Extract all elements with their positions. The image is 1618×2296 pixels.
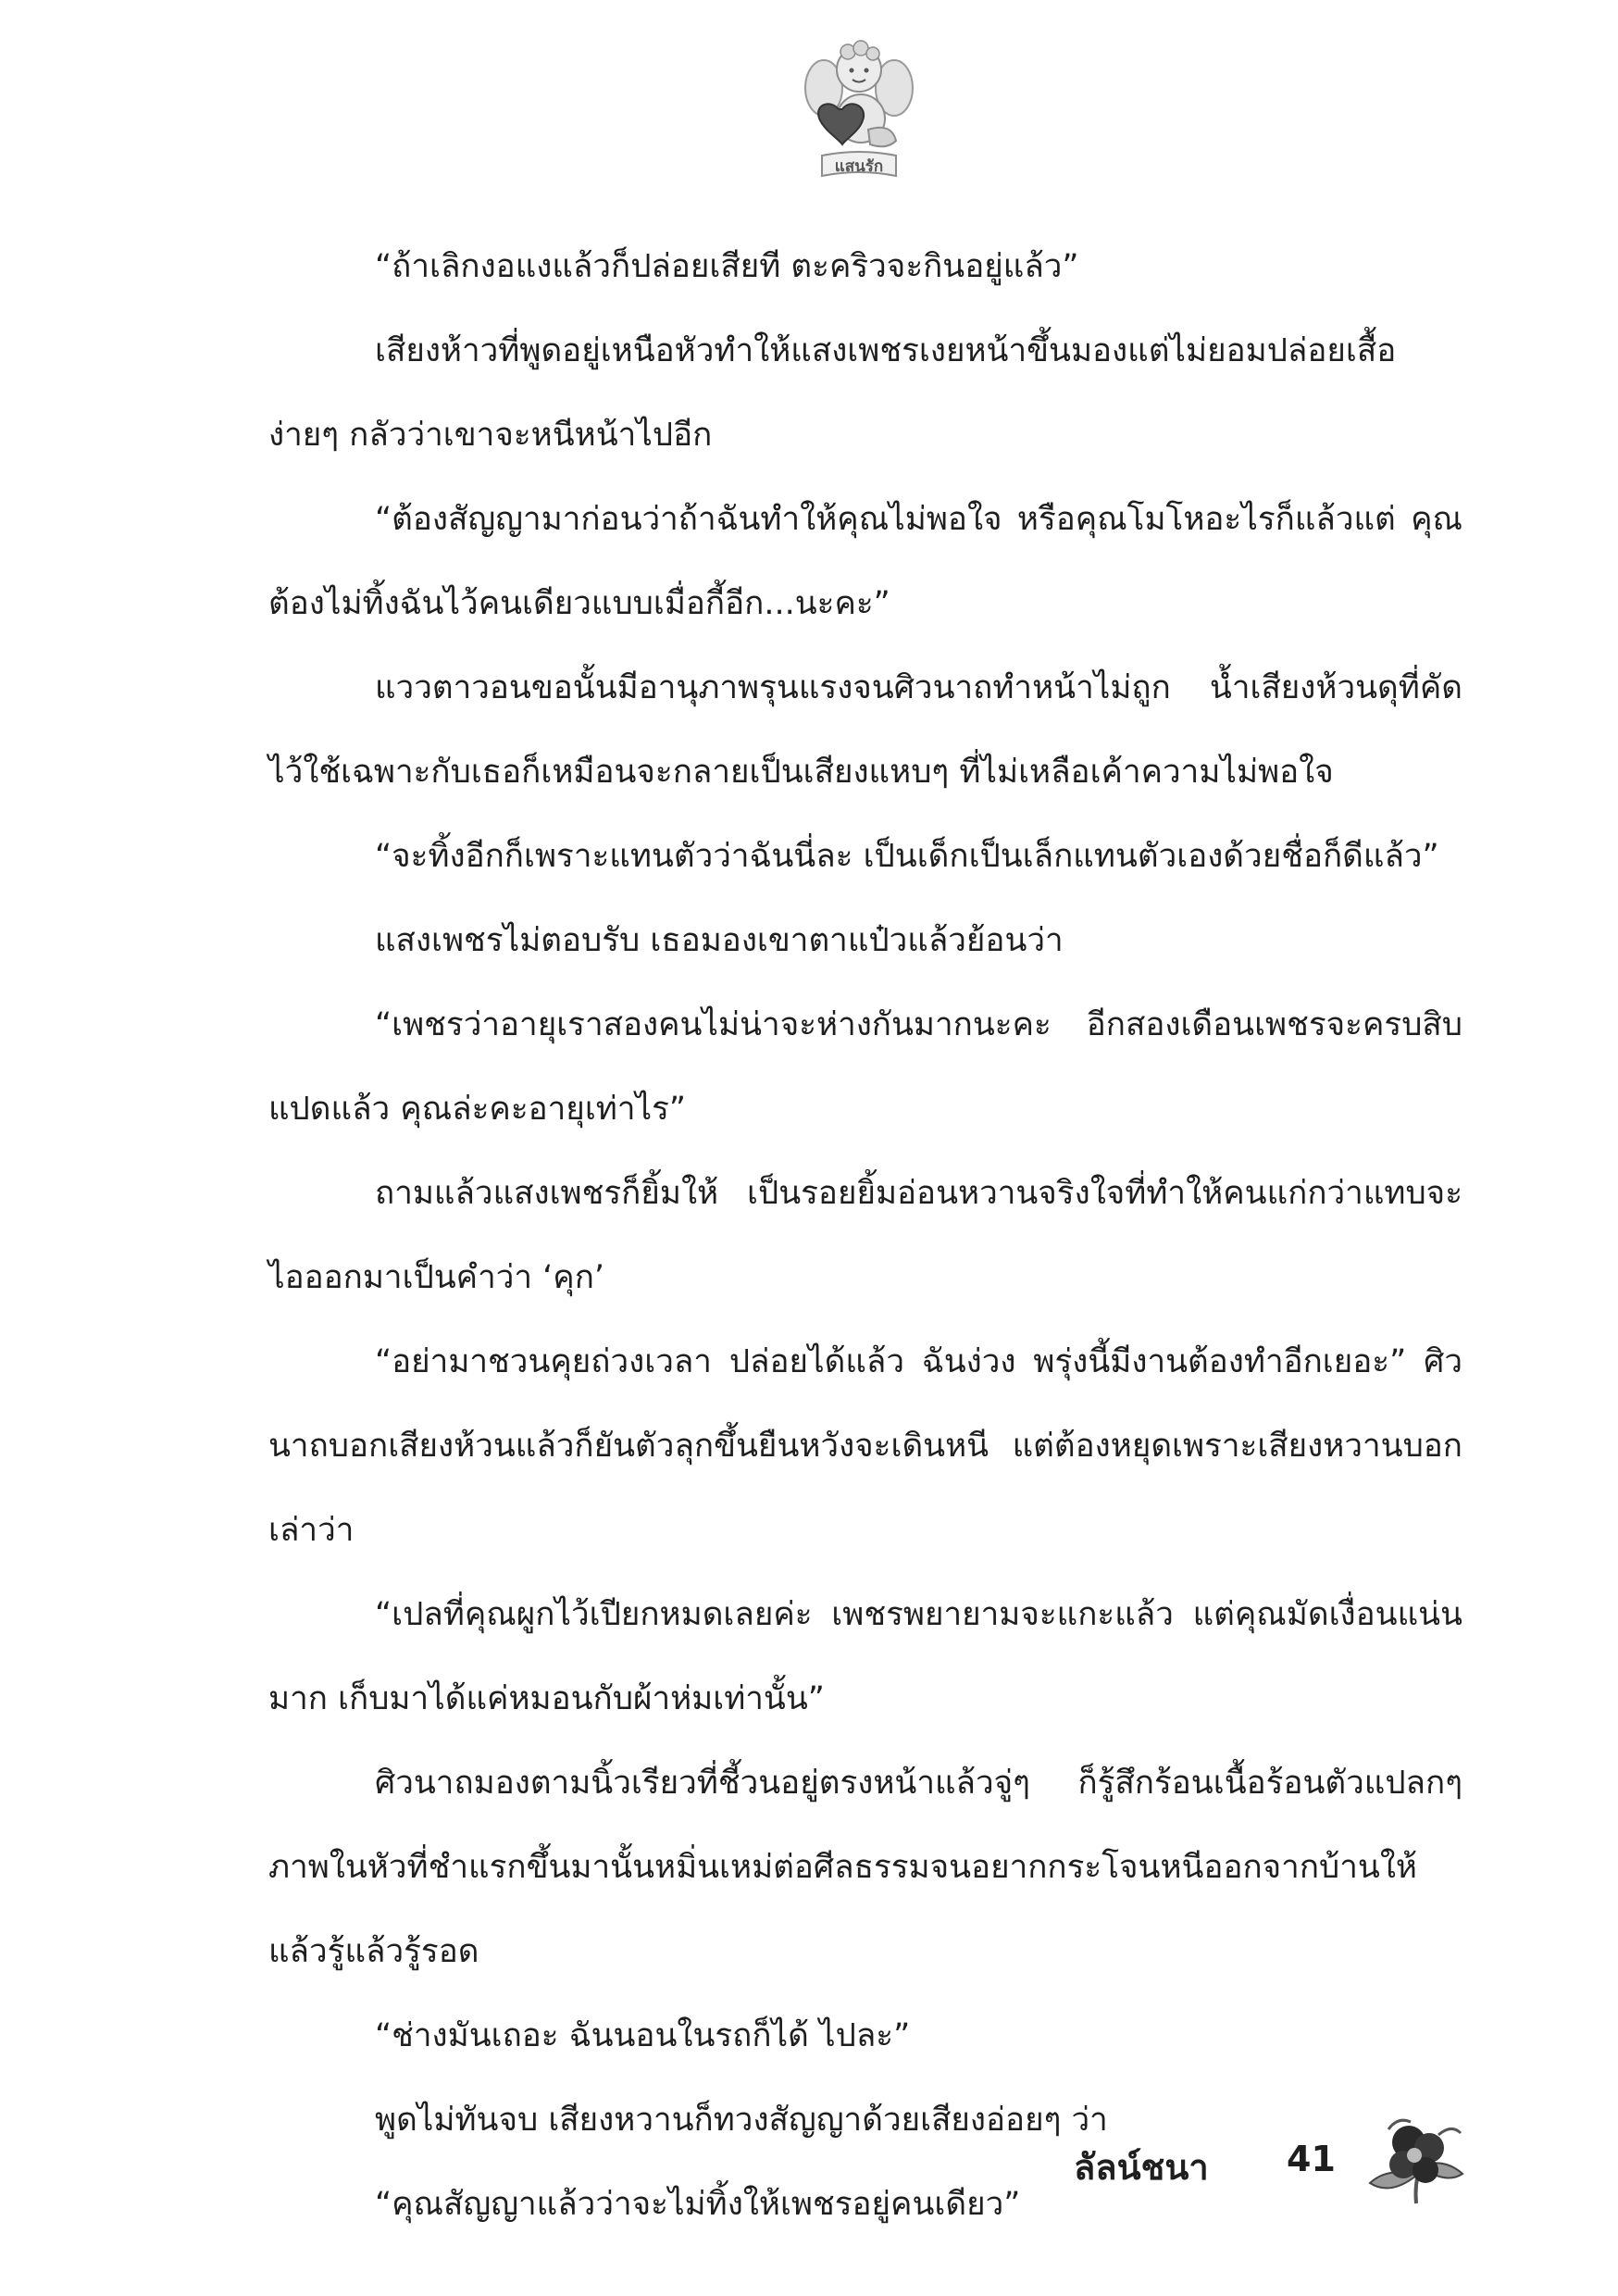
page-number: 41 [1287, 2139, 1336, 2179]
paragraph: แววตาวอนขอนั้นมีอานุภาพรุนแรงจนศิวนาถทำหน้าไม่ถูก น้ำเสียงห้วนดุที่คัดไว้ใช้เฉพาะกับเธอก็เหมือนจะกลายเป็นเสียงแหบๆ ที่ไม่เหลือเค้าความไม่พอใจ [268, 669, 1462, 791]
publisher-logo [803, 37, 915, 185]
paragraph: แสงเพชรไม่ตอบรับ เธอมองเขาตาแป๋วแล้วย้อนว่า [375, 922, 1064, 959]
flower-icon [1361, 2111, 1472, 2213]
logo-text: แสนรัก [834, 157, 884, 176]
paragraph: “คุณสัญญาแล้วว่าจะไม่ทิ้งให้เพชรอยู่คนเดียว” [375, 2186, 1021, 2223]
paragraph: “เปลที่คุณผูกไว้เปียกหมดเลยค่ะ เพชรพยายามจะแกะแล้ว แต่คุณมัดเงื่อนแน่นมาก เก็บมาได้แค่หมอนกับผ้าห่มเท่านั้น” [268, 1596, 1462, 1717]
paragraph: “อย่ามาชวนคุยถ่วงเวลา ปล่อยได้แล้ว ฉันง่วง พรุ่งนี้มีงานต้องทำอีกเยอะ” ศิวนาถบอกเสียงห้วนแล้วก็ยันตัวลุกขึ้นยืนหวังจะเดินหนี แต่ต้องหยุดเพราะเสียงหวานบอกเล่าว่า [268, 1343, 1462, 1549]
paragraph: “จะทิ้งอีกก็เพราะแทนตัวว่าฉันนี่ละ เป็นเด็กเป็นเล็กแทนตัวเองด้วยชื่อก็ดีแล้ว” [375, 838, 1439, 875]
book-title: ลัลน์ชนา [1074, 2147, 1209, 2188]
paragraph: ถามแล้วแสงเพชรก็ยิ้มให้ เป็นรอยยิ้มอ่อนหวานจริงใจที่ทำให้คนแก่กว่าแทบจะไอออกมาเป็นคำว่า ‘คุก’ [268, 1175, 1462, 1296]
paragraph: “ต้องสัญญามาก่อนว่าถ้าฉันทำให้คุณไม่พอใจ หรือคุณโมโหอะไรก็แล้วแต่ คุณต้องไม่ทิ้งฉันไว้คนเดียวแบบเมื่อกี้อีก...นะคะ” [268, 501, 1462, 622]
paragraph: พูดไม่ทันจบ เสียงหวานก็ทวงสัญญาด้วยเสียงอ่อยๆ ว่า [375, 2102, 1108, 2139]
page-body [268, 225, 1462, 2247]
paragraph: “เพชรว่าอายุเราสองคนไม่น่าจะห่างกันมากนะคะ อีกสองเดือนเพชรจะครบสิบแปดแล้ว คุณล่ะคะอายุเท่าไร” [268, 1006, 1462, 1128]
page-footer [1046, 2111, 1481, 2213]
paragraph: “ช่างมันเถอะ ฉันนอนในรถก็ได้ ไปละ” [375, 2017, 911, 2054]
cupid-heart-icon [803, 37, 915, 185]
paragraph: “ถ้าเลิกงอแงแล้วก็ปล่อยเสียที ตะคริวจะกินอยู่แล้ว” [375, 248, 1079, 285]
paragraph: เสียงห้าวที่พูดอยู่เหนือหัวทำให้แสงเพชรเงยหน้าขึ้นมองแต่ไม่ยอมปล่อยเสื้อง่ายๆ กลัวว่าเขาจะหนีหน้าไปอีก [268, 332, 1397, 454]
paragraph: ศิวนาถมองตามนิ้วเรียวที่ชี้วนอยู่ตรงหน้าแล้วจู่ๆ ก็รู้สึกร้อนเนื้อร้อนตัวแปลกๆ ภาพในหัวที่ชำแรกขึ้นมานั้นหมิ่นเหม่ต่อศีลธรรมจนอยากกระโจนหนีออกจากบ้านให้แล้วรู้แล้วรู้รอด [268, 1765, 1462, 1970]
